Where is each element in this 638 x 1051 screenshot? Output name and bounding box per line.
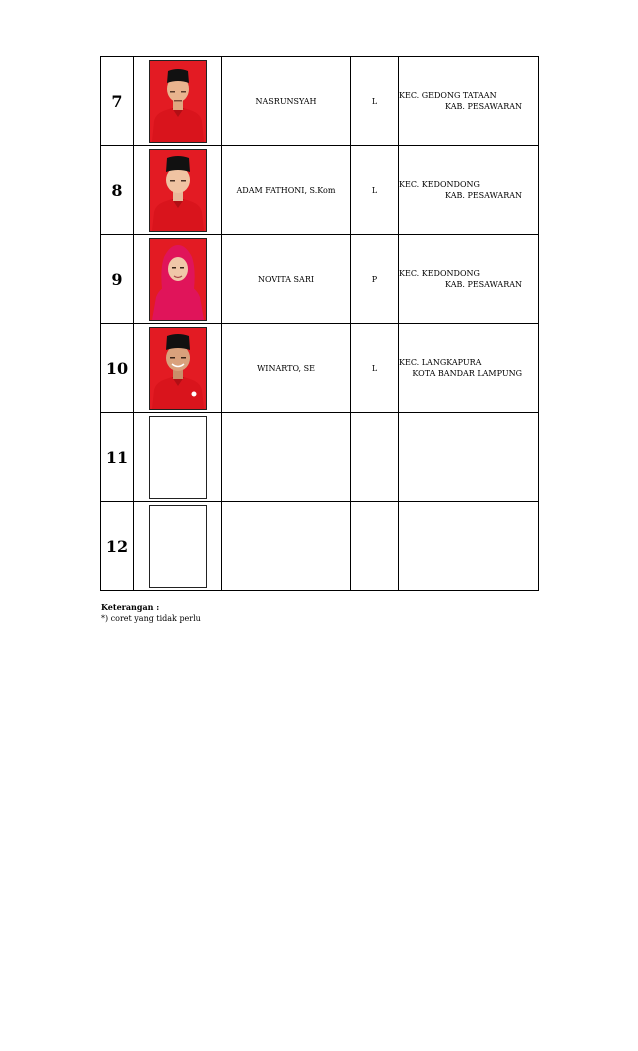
candidate-number: 7 bbox=[101, 57, 134, 146]
candidate-name: NOVITA SARI bbox=[222, 235, 351, 324]
candidate-number: 10 bbox=[101, 324, 134, 413]
candidate-name: NASRUNSYAH bbox=[222, 57, 351, 146]
empty-photo-box bbox=[149, 416, 207, 499]
photo-cell bbox=[134, 57, 222, 146]
address-line-1: KEC. KEDONDONG bbox=[399, 269, 480, 278]
candidate-address bbox=[399, 413, 539, 502]
candidate-name: WINARTO, SE bbox=[222, 324, 351, 413]
empty-photo-box bbox=[149, 505, 207, 588]
photo-cell bbox=[134, 146, 222, 235]
male-candidate-photo bbox=[149, 149, 207, 232]
candidate-name bbox=[222, 413, 351, 502]
male-candidate-photo bbox=[149, 60, 207, 143]
candidate-address bbox=[399, 324, 539, 413]
note-title: Keterangan : bbox=[101, 602, 160, 612]
address-line-2: KAB. PESAWARAN bbox=[445, 191, 522, 200]
address-line-2: KAB. PESAWARAN bbox=[445, 280, 522, 289]
table-row bbox=[101, 146, 539, 235]
candidate-number: 12 bbox=[101, 502, 134, 591]
table-row bbox=[101, 502, 539, 591]
candidate-gender: L bbox=[351, 324, 399, 413]
photo-cell bbox=[134, 235, 222, 324]
candidate-gender bbox=[351, 502, 399, 591]
candidate-gender: L bbox=[351, 146, 399, 235]
address-line-1: KEC. KEDONDONG bbox=[399, 180, 480, 189]
photo-cell bbox=[134, 324, 222, 413]
candidate-number: 11 bbox=[101, 413, 134, 502]
candidate-number: 8 bbox=[101, 146, 134, 235]
male-candidate-photo bbox=[149, 327, 207, 410]
candidate-gender: L bbox=[351, 57, 399, 146]
address-line-2: KAB. PESAWARAN bbox=[445, 102, 522, 111]
table-row bbox=[101, 413, 539, 502]
note-section bbox=[101, 602, 201, 624]
table-row bbox=[101, 57, 539, 146]
address-line-1: KEC. GEDONG TATAAN bbox=[399, 91, 497, 100]
address-line-1: KEC. LANGKAPURA bbox=[399, 358, 482, 367]
table-row bbox=[101, 235, 539, 324]
candidate-name bbox=[222, 502, 351, 591]
address-line-2: KOTA BANDAR LAMPUNG bbox=[412, 369, 522, 378]
photo-cell bbox=[134, 502, 222, 591]
candidate-gender bbox=[351, 413, 399, 502]
candidate-address bbox=[399, 502, 539, 591]
candidate-gender: P bbox=[351, 235, 399, 324]
candidate-address bbox=[399, 235, 539, 324]
candidate-number: 9 bbox=[101, 235, 134, 324]
note-text: *) coret yang tidak perlu bbox=[101, 614, 201, 623]
candidate-address bbox=[399, 57, 539, 146]
female-candidate-photo bbox=[149, 238, 207, 321]
photo-cell bbox=[134, 413, 222, 502]
candidate-address bbox=[399, 146, 539, 235]
table-row bbox=[101, 324, 539, 413]
candidate-table bbox=[100, 56, 539, 591]
candidate-name: ADAM FATHONI, S.Kom bbox=[222, 146, 351, 235]
